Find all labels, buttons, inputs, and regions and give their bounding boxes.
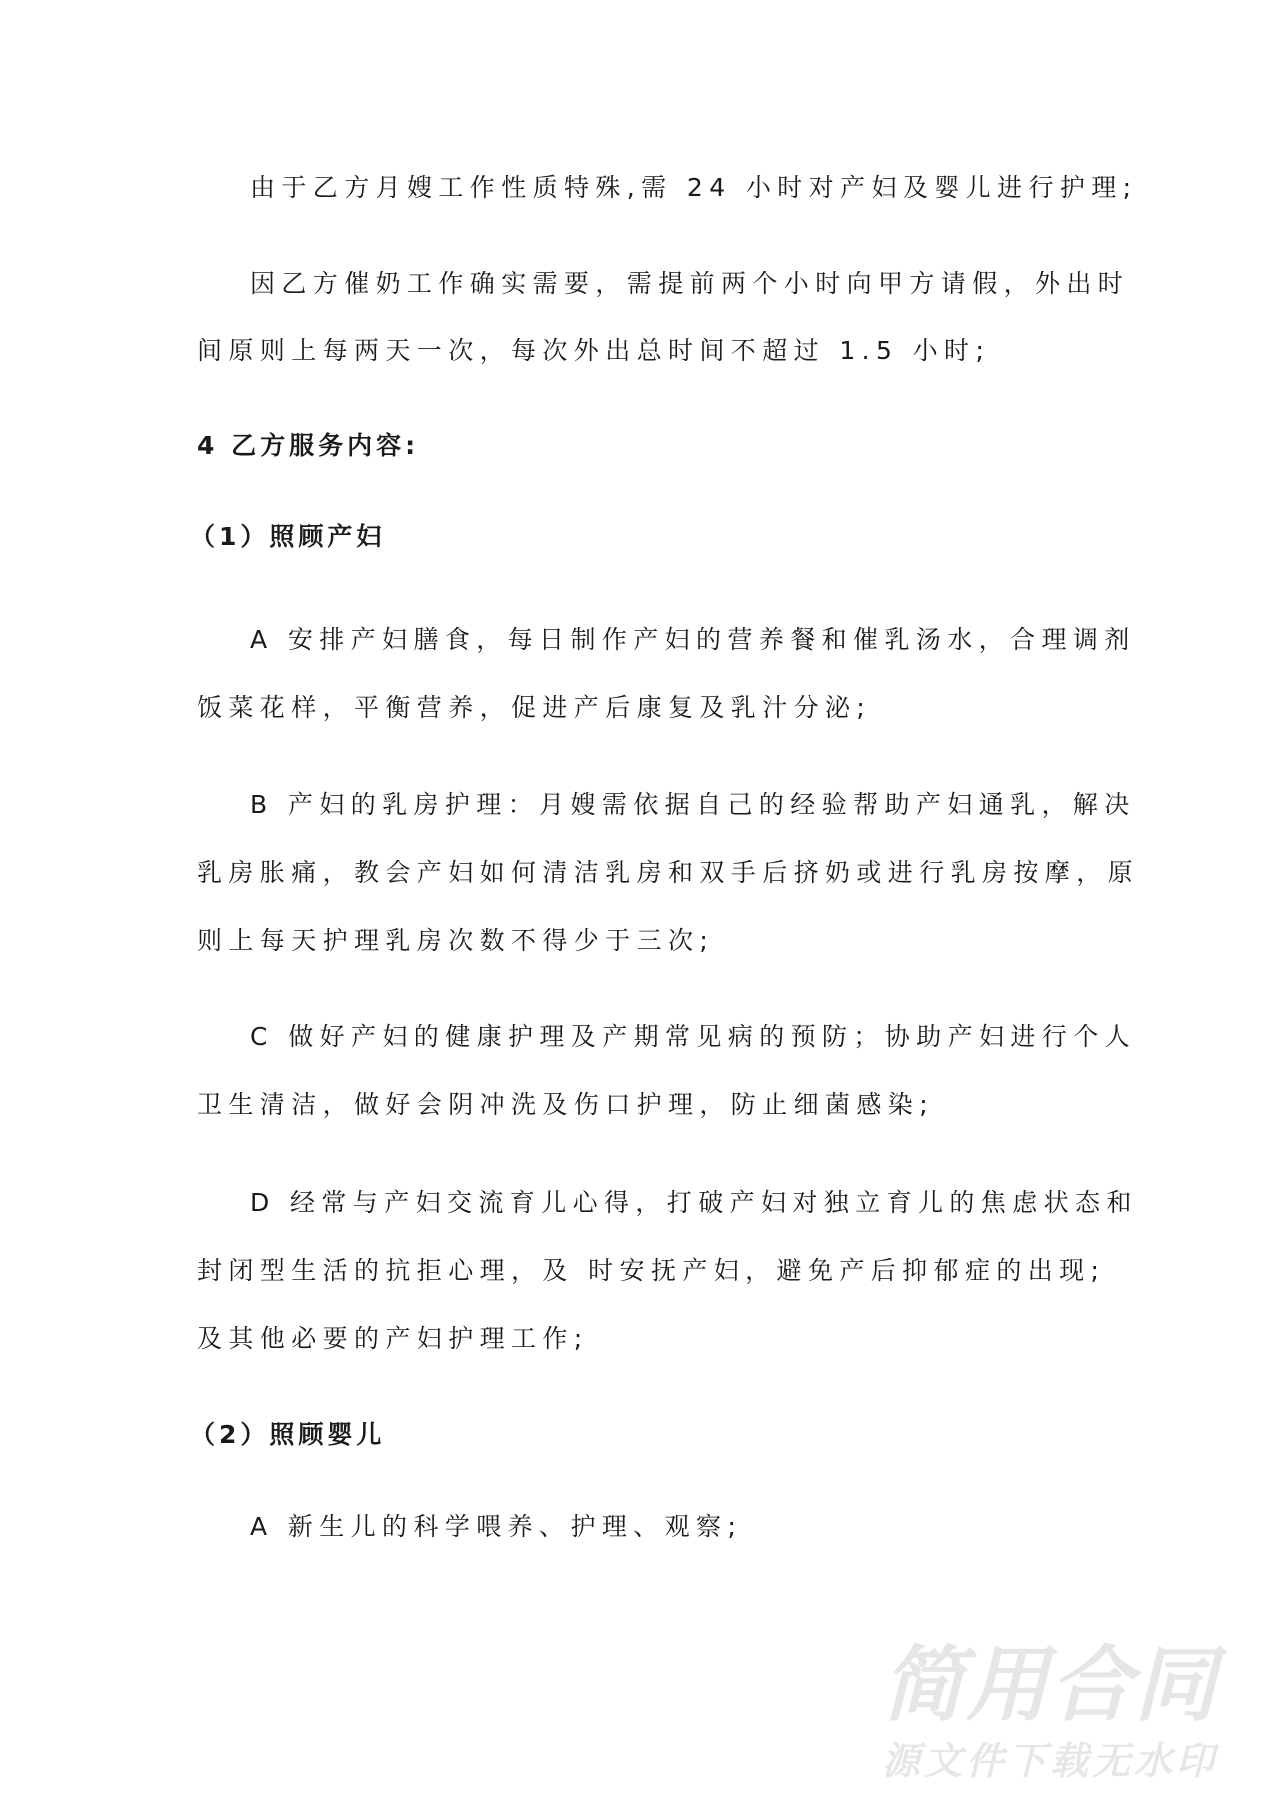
item-c-line-1: C 做好产妇的健康护理及产期常见病的预防；协助产妇进行个人	[250, 1022, 1137, 1051]
section-heading-service-content: 4 乙方服务内容:	[197, 431, 420, 460]
item-d-line-3: 及其他必要的产妇护理工作;	[197, 1324, 589, 1353]
item-d-line-2: 封闭型生活的抗拒心理，及 时安抚产妇，避免产后抑郁症的出现;	[197, 1256, 1106, 1285]
baby-item-a: A 新生儿的科学喂养、护理、观察;	[250, 1512, 743, 1541]
watermark-subtitle: 源文件下载无水印	[882, 1739, 1219, 1783]
item-a-line-1: A 安排产妇膳食，每日制作产妇的营养餐和催乳汤水，合理调剂	[250, 625, 1136, 654]
paragraph-leave-line-2: 间原则上每两天一次，每次外出总时间不超过 1.5 小时;	[197, 336, 991, 365]
paragraph-work-hours: 由于乙方月嫂工作性质特殊,需 24 小时对产妇及婴儿进行护理;	[250, 173, 1138, 202]
item-d-line-1: D 经常与产妇交流育儿心得，打破产妇对独立育儿的焦虑状态和	[250, 1188, 1138, 1217]
item-b-line-1: B 产妇的乳房护理：月嫂需依据自己的经验帮助产妇通乳，解决	[250, 790, 1136, 819]
paragraph-leave-line-1: 因乙方催奶工作确实需要，需提前两个小时向甲方请假，外出时	[250, 269, 1130, 298]
item-b-line-3: 则上每天护理乳房次数不得少于三次;	[197, 926, 715, 955]
subsection-heading-mother-care: （1）照顾产妇	[190, 522, 386, 551]
item-c-line-2: 卫生清洁，做好会阴冲洗及伤口护理，防止细菌感染;	[197, 1090, 935, 1119]
item-a-line-2: 饭菜花样，平衡营养，促进产后康复及乳汁分泌;	[197, 693, 872, 722]
watermark-title: 简用合同	[882, 1638, 1218, 1733]
subsection-heading-baby-care: （2）照顾婴儿	[190, 1420, 386, 1449]
item-b-line-2: 乳房胀痛，教会产妇如何清洁乳房和双手后挤奶或进行乳房按摩，原	[197, 858, 1140, 887]
